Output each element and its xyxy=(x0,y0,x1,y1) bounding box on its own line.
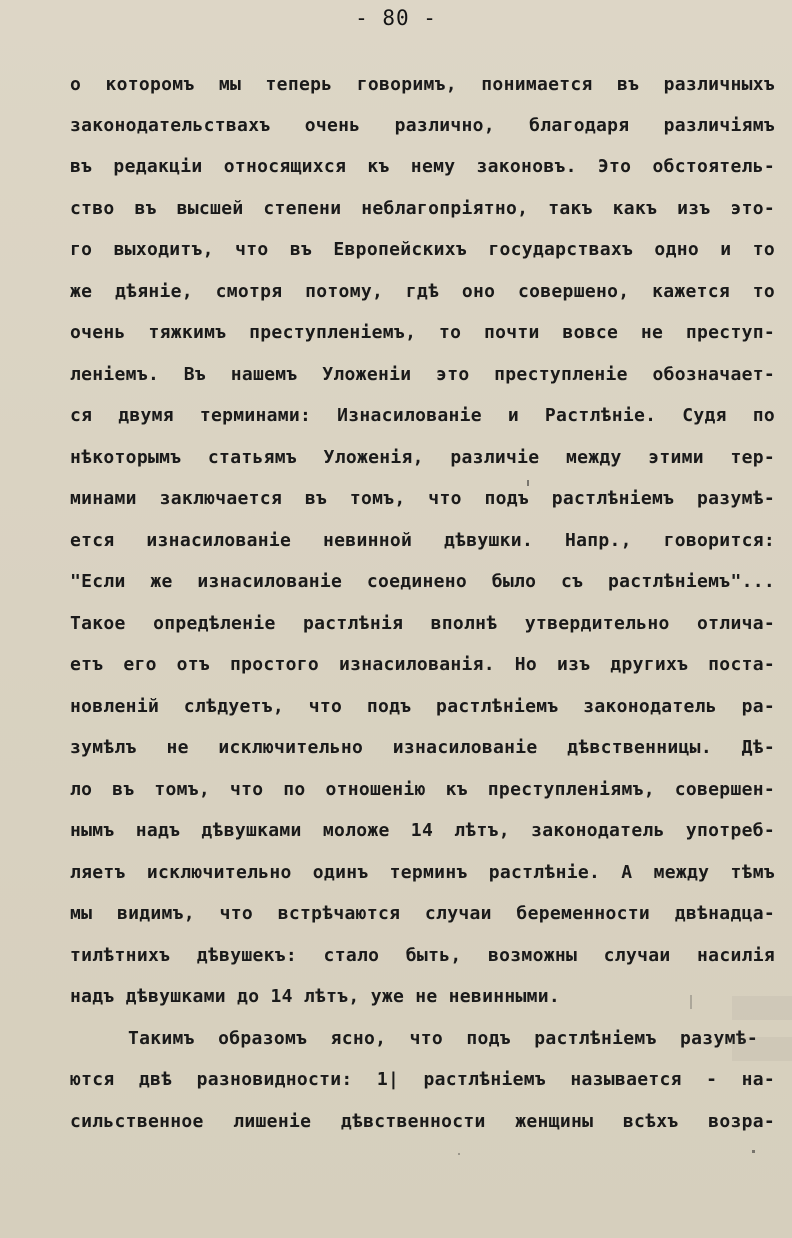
text-line: ляетъ исключительно одинъ терминъ растлѣніе. А между тѣмъ xyxy=(70,862,775,883)
text-line: нымъ надъ дѣвушками моложе 14 лѣтъ, законодатель употреб- xyxy=(70,820,775,841)
text-line: минами заключается въ томъ, что подъ растлѣніемъ разумѣ- xyxy=(70,488,775,509)
text-line: ся двумя терминами: Изнасилованіе и Растлѣніе. Судя по xyxy=(70,405,775,426)
text-line: мы видимъ, что встрѣчаются случаи беременности двѣнадца- xyxy=(70,903,775,924)
text-line: новленій слѣдуетъ, что подъ растлѣніемъ законодатель ра- xyxy=(70,696,775,717)
text-line: етъ его отъ простого изнасилованія. Но изъ другихъ поста- xyxy=(70,654,775,675)
text-line: ло въ томъ, что по отношенію къ преступленіямъ, совершен- xyxy=(70,779,775,800)
text-line: въ редакціи относящихся къ нему законовъ. Это обстоятель- xyxy=(70,156,775,177)
text-line: нѣкоторымъ статьямъ Уложенія, различіе между этими тер- xyxy=(70,447,775,468)
ink-speck xyxy=(752,1150,755,1153)
text-line: ются двѣ разновидности: 1| растлѣніемъ называется - на- xyxy=(70,1069,775,1090)
ink-speck xyxy=(690,995,692,1009)
page-number: - 80 - xyxy=(355,6,437,30)
text-line: леніемъ. Въ нашемъ Уложеніи это преступленіе обозначает- xyxy=(70,364,775,385)
text-line: ство въ высшей степени неблагопріятно, такъ какъ изъ это- xyxy=(70,198,775,219)
text-line: Такое опредѣленіе растлѣнія вполнѣ утвердительно отлича- xyxy=(70,613,775,634)
text-line: законодательствахъ очень различно, благодаря различіямъ xyxy=(70,115,775,136)
text-line: Такимъ образомъ ясно, что подъ растлѣніемъ разумѣ- xyxy=(128,1028,758,1049)
text-line: надъ дѣвушками до 14 лѣтъ, уже не невинными. xyxy=(70,986,561,1007)
text-line: же дѣяніе, смотря потому, гдѣ оно совершено, кажется то xyxy=(70,281,775,302)
text-line: го выходитъ, что въ Европейскихъ государствахъ одно и то xyxy=(70,239,775,260)
ink-speck xyxy=(458,1153,460,1155)
text-line: сильственное лишеніе дѣвственности женщины всѣхъ возра- xyxy=(70,1111,775,1132)
show-through-text xyxy=(732,1037,792,1061)
text-line: зумѣлъ не исключительно изнасилованіе дѣвственницы. Дѣ- xyxy=(70,737,775,758)
show-through-text xyxy=(732,996,792,1020)
text-line: ется изнасилованіе невинной дѣвушки. Напр., говорится: xyxy=(70,530,775,551)
text-line: "Если же изнасилованіе соединено было съ растлѣніемъ"... xyxy=(70,571,775,592)
text-line: очень тяжкимъ преступленіемъ, то почти вовсе не преступ- xyxy=(70,322,775,343)
text-line: тилѣтнихъ дѣвушекъ: стало быть, возможны случаи насилія xyxy=(70,945,775,966)
ink-speck xyxy=(527,480,529,486)
text-line: о которомъ мы теперь говоримъ, понимается въ различныхъ xyxy=(70,74,775,95)
